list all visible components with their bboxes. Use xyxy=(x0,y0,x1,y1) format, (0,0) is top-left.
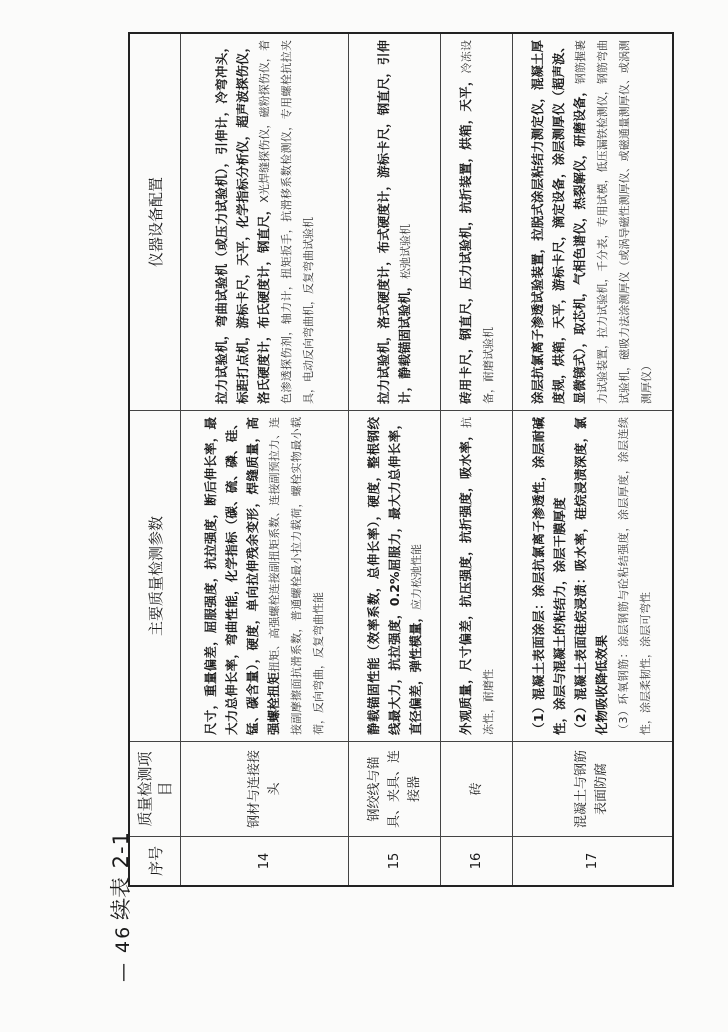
params-main: （1）混凝土表面涂层：涂层抗氯离子渗透性，涂层耐碱性，涂层与混凝土的粘结力，涂层干膜厚度 （2）混凝土表面硅烷浸渍：吸水率，硅烷浸渍深度，氯化物吸收降低效果 xyxy=(531,417,610,735)
equipment-main: 拉力试验机，弯曲试验机（或压力试验机），引伸计，冷弯冲头，标距打点机，游标卡尺，天平，化学指标分析仪，超声波探伤仪，洛氏硬度计，布氏硬度计，钢直尺， xyxy=(213,40,271,404)
equipment-extra: X光焊缝探伤仪，磁粉探伤仪，着色渗透探伤剂，轴力计，扭矩扳手，抗滑移系数检测仪，专用螺栓抗拉夹具，电动反向弯曲机，反复弯曲试验机 xyxy=(257,40,315,404)
row-equipment xyxy=(441,33,513,411)
row-no: 15 xyxy=(349,837,441,887)
params-extra: （3）环氧钢筋：涂层钢筋与砼粘结强度，涂层厚度，涂层连续性，涂层柔韧性，涂层可弯性 xyxy=(617,417,653,735)
params-main: 外观质量，尺寸偏差，抗压强度，抗折强度，吸水率， xyxy=(457,428,473,735)
row-item: 钢材与连接接头 xyxy=(181,742,349,837)
row-params xyxy=(441,411,513,742)
row-no: 17 xyxy=(513,837,673,887)
params-extra: 扭矩、高强螺栓连接副扭矩系数、连接副预拉力、连接副摩擦面抗滑系数，普通螺栓最小拉力载荷，螺栓实物最小载荷，反向弯曲，反复弯曲性能 xyxy=(268,417,325,735)
row-equipment xyxy=(349,33,441,411)
row-item: 钢绞线与锚具、夹具、连接器 xyxy=(349,742,441,837)
page-number: — 46 — xyxy=(112,895,134,982)
equipment-main: 涂层抗氯离子渗透试验装置，拉脱式涂层粘结力测定仪，混凝土厚度规，烘箱，天平，游标卡尺，滴定设备，涂层测厚仪（超声波、显微镜式），取芯机，气相色谱仪，热裂解仪，研磨设备， xyxy=(530,40,588,404)
row-item: 砖 xyxy=(441,742,513,837)
row-equipment xyxy=(181,33,349,411)
params-extra: 应力松弛性能 xyxy=(409,543,423,610)
header-equipment: 仪器设备配置 xyxy=(129,33,181,411)
row-item: 混凝土与钢筋表面防腐 xyxy=(513,742,673,837)
table-row xyxy=(441,33,513,886)
row-no: 14 xyxy=(181,837,349,887)
row-params xyxy=(181,411,349,742)
row-params xyxy=(513,411,673,742)
header-item: 质量检测项目 xyxy=(129,742,181,837)
equipment-main: 砖用卡尺，钢直尺，压力试验机，抗折装置，烘箱，天平， xyxy=(457,73,473,404)
row-no: 16 xyxy=(441,837,513,887)
row-equipment xyxy=(513,33,673,411)
row-params xyxy=(349,411,441,742)
header-no: 序号 xyxy=(129,837,181,887)
equipment-main: 拉力试验机，洛式硬度计，布式硬度计，游标卡尺，钢直尺，引伸计，静载锚固试验机， xyxy=(376,40,412,404)
table-row xyxy=(181,33,349,886)
equipment-extra: 松弛试验机 xyxy=(399,223,412,279)
equipment-extra: 钢筋握裹力试验装置，拉力试验机，千分表，专用试模，低压漏铁检测仪，钢筋弯曲试验机，磁吸力法涂测厚仪（或涡导磁性测厚仪、或磁通量测厚仪、或涡测测厚仪） xyxy=(574,40,654,404)
header-params: 主要质量检测参数 xyxy=(129,411,181,742)
inspection-table xyxy=(128,32,674,887)
params-extra: 抗冻性，耐磨性 xyxy=(459,417,495,735)
table-row xyxy=(513,33,673,886)
params-main: 静载锚固性能（效率系数，总伸长率），硬度，整根钢绞线最大力，抗拉强度，0.2%屈服力，最大力总伸长率，直径偏差，弹性模量， xyxy=(365,417,423,735)
table-header-row xyxy=(129,33,181,886)
equipment-extra: 冷冻设备，耐磨试验机 xyxy=(459,40,495,404)
table-row xyxy=(349,33,441,886)
table-caption: 续表 2-1 xyxy=(109,831,133,920)
params-main: 尺寸，重量偏差，屈服强度，抗拉强度，断后伸长率，最大力总伸长率，弯曲性能，化学指标（碳、硫、磷、硅、锰、碳含量），硬度，单向拉伸残余变形，焊缝质量，高强螺栓扭矩 xyxy=(203,417,281,735)
